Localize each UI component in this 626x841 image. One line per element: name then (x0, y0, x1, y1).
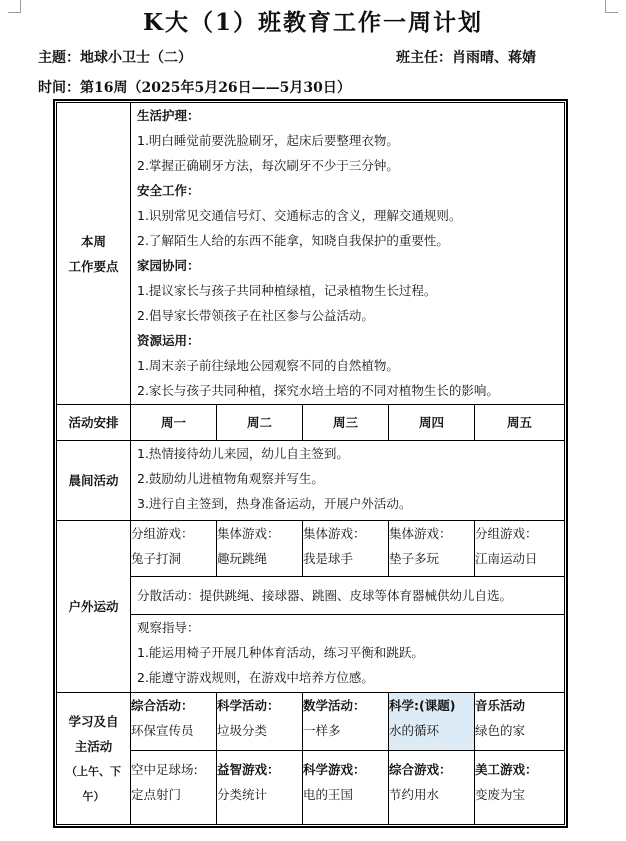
learning-tuesday-2 (217, 751, 303, 825)
game-type: 集体游戏： (389, 526, 452, 541)
outdoor-free-content (131, 577, 565, 615)
teacher-line (396, 47, 536, 67)
outdoor-game-tuesday (217, 521, 303, 577)
free-play-text: 分散活动：提供跳绳、接球器、跳圈、皮球等体育器械供幼儿自选。 (137, 588, 513, 603)
weekly-focus-header-line-1: 本周 (80, 233, 106, 249)
resources-item-1: 1.周末亲子前往绿地公园观察不同的自然植物。 (137, 358, 399, 373)
game-name: 兔子打洞 (131, 551, 182, 566)
teacher-value: 肖雨晴、蒋婧 (452, 50, 536, 66)
theme-line (38, 47, 192, 67)
day-wednesday: 周三 (303, 405, 389, 441)
care-item-2: 2.掌握正确刷牙方法，每次刷牙不少于三分钟。 (137, 158, 399, 173)
resources-item-2: 2.家长与孩子共同种植，探究水培土培的不同对植物生长的影响。 (137, 383, 499, 398)
learning-header-line-3: （上午、下 (66, 764, 121, 778)
learning-wednesday-1 (303, 693, 389, 751)
theme-label: 主题： (38, 50, 80, 66)
learning-header (57, 693, 131, 825)
activity-type: 科学:(课题) (389, 698, 456, 713)
care-item-1: 1.明白睡觉前要洗脸刷牙，起床后要整理衣物。 (137, 133, 399, 148)
outdoor-game-friday (475, 521, 565, 577)
learning-thursday-1 (389, 693, 475, 751)
teacher-label: 班主任： (396, 50, 452, 66)
activity-type: 科学游戏： (303, 762, 366, 777)
learning-row-1 (57, 693, 565, 751)
outdoor-observation-content (131, 615, 565, 693)
game-name: 趣玩跳绳 (217, 551, 268, 566)
weekly-focus-row (57, 103, 565, 405)
outdoor-game-wednesday (303, 521, 389, 577)
observation-heading: 观察指导： (137, 620, 200, 635)
observation-item-1: 1.能运用椅子开展几种体育活动，练习平衡和跳跃。 (137, 645, 424, 660)
day-thursday: 周四 (389, 405, 475, 441)
schedule-header: 活动安排 (57, 405, 131, 441)
weekly-focus-header-line-2: 工作要点 (68, 258, 119, 274)
activity-name: 环保宣传员 (131, 723, 194, 738)
game-name: 江南运动日 (475, 551, 538, 566)
weekly-focus-header (57, 103, 131, 405)
learning-tuesday-1 (217, 693, 303, 751)
learning-monday-1 (131, 693, 217, 751)
safety-item-1: 1.识别常见交通信号灯、交通标志的含义，理解交通规则。 (137, 208, 462, 223)
game-type: 分组游戏： (131, 526, 194, 541)
section-heading-home: 家园协同： (137, 258, 200, 273)
weekly-plan-table (56, 102, 565, 825)
time-line (38, 77, 351, 97)
learning-wednesday-2 (303, 751, 389, 825)
game-type: 集体游戏： (303, 526, 366, 541)
game-type: 集体游戏： (217, 526, 280, 541)
activity-name: 节约用水 (389, 787, 440, 802)
morning-content (131, 441, 565, 521)
day-friday: 周五 (475, 405, 565, 441)
activity-type: 美工游戏： (475, 762, 538, 777)
home-item-1: 1.提议家长与孩子共同种植绿植，记录植物生长过程。 (137, 283, 437, 298)
outdoor-header: 户外运动 (57, 521, 131, 693)
day-monday: 周一 (131, 405, 217, 441)
section-heading-resources: 资源运用： (137, 333, 200, 348)
activity-name: 绿色的家 (475, 723, 526, 738)
activity-name: 电的王国 (303, 787, 354, 802)
day-tuesday: 周二 (217, 405, 303, 441)
morning-header: 晨间活动 (57, 441, 131, 521)
game-name: 垫子多玩 (389, 551, 440, 566)
home-item-2: 2.倡导家长带领孩子在社区参与公益活动。 (137, 308, 374, 323)
learning-thursday-2 (389, 751, 475, 825)
activity-type: 综合游戏： (389, 762, 452, 777)
weekly-focus-content (131, 103, 565, 405)
section-heading-care: 生活护理： (137, 108, 200, 123)
activity-type: 数学活动： (303, 698, 366, 713)
activity-name: 水的循环 (389, 723, 440, 738)
morning-item-3: 3.进行自主签到，热身准备运动，开展户外活动。 (137, 496, 412, 511)
game-name: 我是球手 (303, 551, 354, 566)
page-title: K大（1）班教育工作一周计划 (143, 9, 483, 36)
section-heading-safety: 安全工作： (137, 183, 200, 198)
game-type: 分组游戏： (475, 526, 538, 541)
activity-type: 空中足球场: (131, 762, 198, 777)
activity-name: 分类统计 (217, 787, 268, 802)
learning-row-2 (57, 751, 565, 825)
learning-header-line-4: 午） (82, 789, 105, 803)
learning-friday-2 (475, 751, 565, 825)
learning-header-line-1: 学习及自 (68, 713, 119, 729)
observation-item-2: 2.能遵守游戏规则，在游戏中培养方位感。 (137, 670, 374, 685)
morning-row (57, 441, 565, 521)
time-label: 时间： (38, 80, 80, 96)
activity-type: 科学活动： (217, 698, 280, 713)
learning-friday-1 (475, 693, 565, 751)
time-value: 第16周（2025年5月26日——5月30日） (80, 80, 351, 96)
outdoor-games-row (57, 521, 565, 577)
activity-type: 综合活动： (131, 698, 194, 713)
activity-name: 垃圾分类 (217, 723, 268, 738)
outdoor-game-thursday (389, 521, 475, 577)
outdoor-free-row (57, 577, 565, 615)
schedule-row (57, 405, 565, 441)
safety-item-2: 2.了解陌生人给的东西不能拿，知晓自我保护的重要性。 (137, 233, 449, 248)
learning-monday-2 (131, 751, 217, 825)
activity-name: 定点射门 (131, 787, 182, 802)
morning-item-1: 1.热情接待幼儿来园，幼儿自主签到。 (137, 446, 349, 461)
activity-type: 音乐活动 (475, 698, 526, 713)
morning-item-2: 2.鼓励幼儿进植物角观察并写生。 (137, 471, 324, 486)
activity-type: 益智游戏： (217, 762, 280, 777)
outdoor-observation-row (57, 615, 565, 693)
learning-header-line-2: 主活动 (74, 738, 113, 754)
activity-name: 变废为宝 (475, 787, 526, 802)
outdoor-game-monday (131, 521, 217, 577)
activity-name: 一样多 (303, 723, 341, 738)
theme-value: 地球小卫士（二） (80, 50, 192, 66)
